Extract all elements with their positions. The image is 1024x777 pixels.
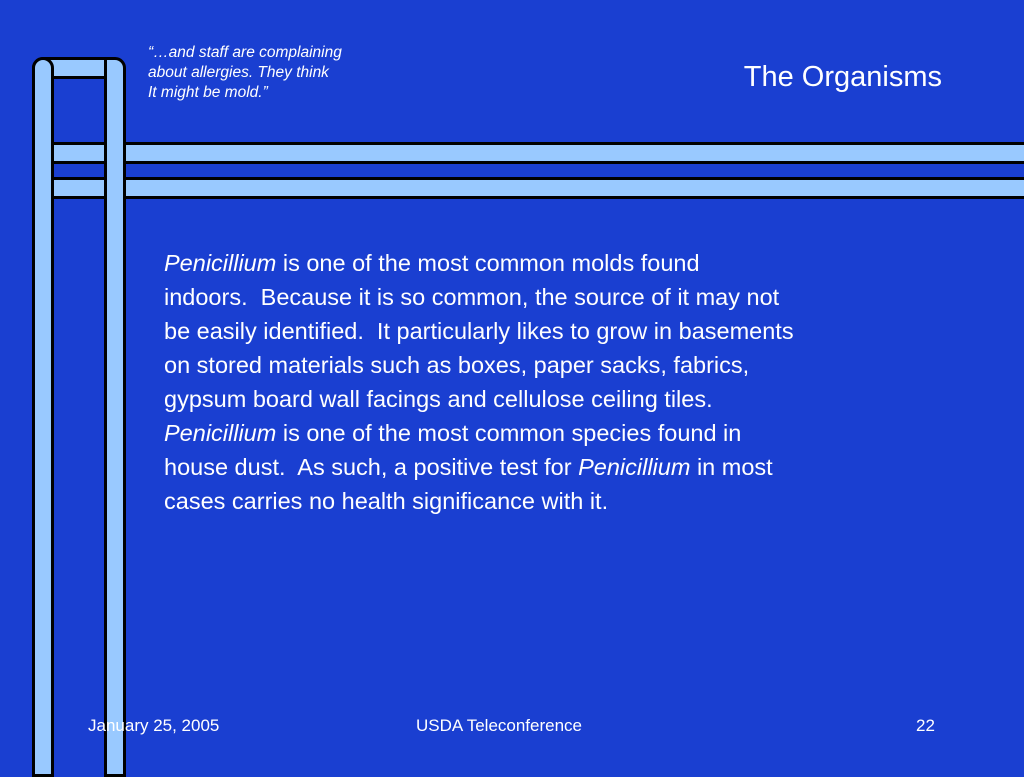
body-line [164, 348, 944, 382]
footer-event: USDA Teleconference [416, 716, 583, 735]
body-text-run: is one of the most common molds found [276, 250, 700, 276]
left-vertical-bar [32, 57, 54, 777]
middle-horizontal-bar [32, 177, 1024, 199]
footer-page-number: 22 [916, 716, 935, 735]
italic-term: Penicillium [578, 454, 691, 480]
body-text-run: house dust. As such, a positive test for [164, 454, 579, 480]
body-paragraph [164, 246, 944, 518]
body-line [164, 484, 944, 518]
body-text-run: in most [690, 454, 773, 480]
italic-term: Penicillium [164, 250, 277, 276]
body-line [164, 314, 944, 348]
slide-title: The Organisms [743, 61, 942, 93]
footer-date: January 25, 2005 [88, 716, 220, 735]
body-text-run: indoors. Because it is so common, the source of it may not [164, 284, 780, 310]
body-text-run: on stored materials such as boxes, paper sacks, fabrics, [164, 352, 750, 378]
body-text-run: is one of the most common species found in [276, 420, 742, 446]
quote-line: “…and staff are complaining [148, 44, 342, 61]
body-line [164, 382, 944, 416]
body-line [164, 246, 944, 280]
body-line [164, 280, 944, 314]
body-text-run: be easily identified. It particularly likes to grow in basements [164, 318, 794, 344]
quote-line: about allergies. They think [148, 64, 329, 81]
quote-line: It might be mold.” [148, 84, 268, 101]
body-line [164, 450, 944, 484]
body-text-run: cases carries no health significance with it. [164, 488, 609, 514]
body-line [164, 416, 944, 450]
top-horizontal-bar [32, 142, 1024, 164]
inner-vertical-bar [104, 57, 126, 777]
italic-term: Penicillium [164, 420, 277, 446]
quote-text [148, 43, 418, 103]
body-text-run: gypsum board wall facings and cellulose ceiling tiles. [164, 386, 713, 412]
